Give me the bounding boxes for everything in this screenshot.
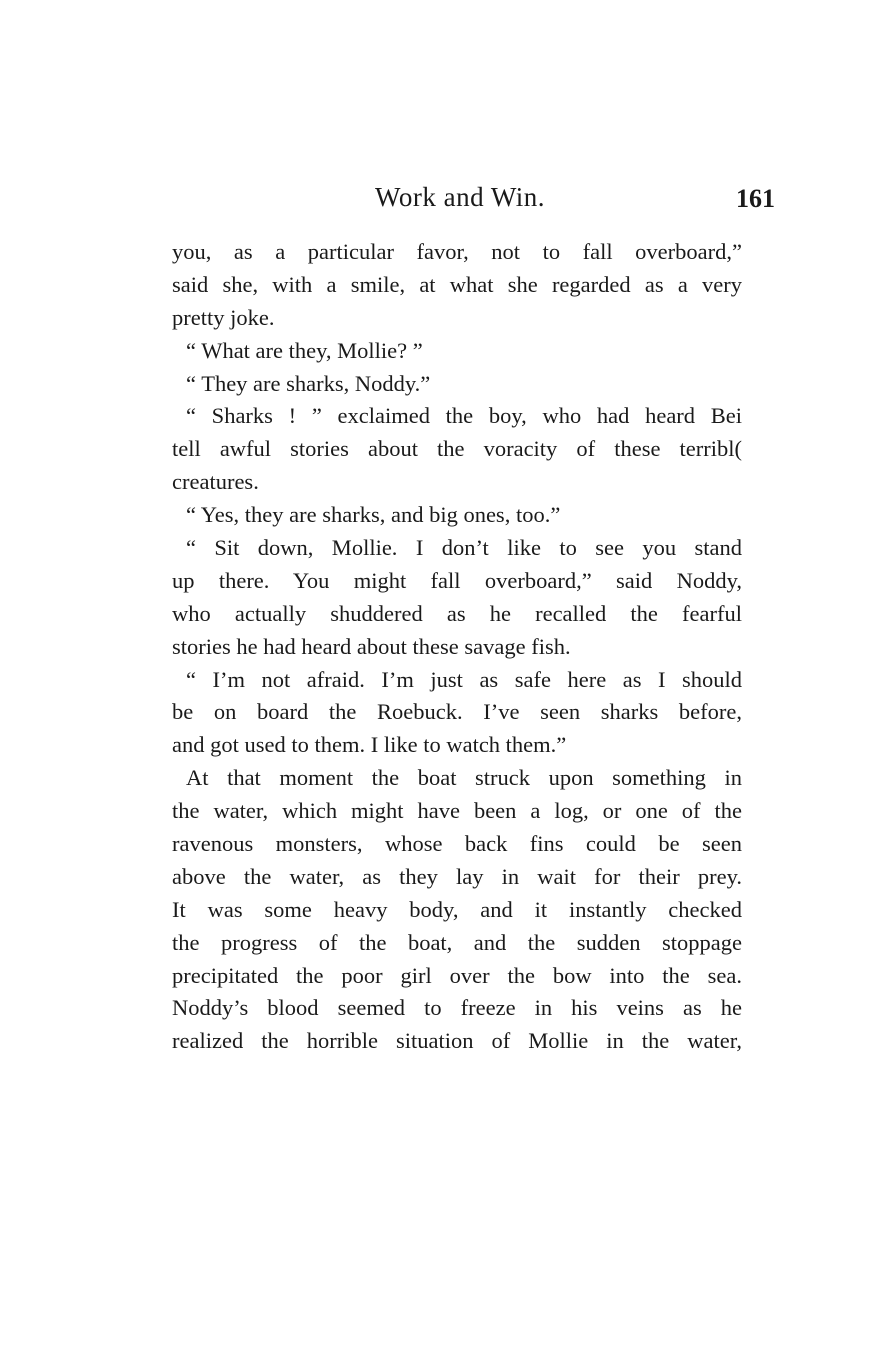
text-line: be on board the Roebuck. I’ve seen sharks before, <box>172 699 742 725</box>
text-line: realized the horrible situation of Mollie in the water, <box>172 1028 742 1054</box>
text-line: stories he had heard about these savage fish. <box>172 633 571 659</box>
text-line: the progress of the boat, and the sudden stoppage <box>172 929 742 955</box>
text-line: creatures. <box>172 469 259 495</box>
text-line: “ Yes, they are sharks, and big ones, too.” <box>186 502 561 528</box>
text-line: the water, which might have been a log, or one of the <box>172 798 742 824</box>
page-number: 161 <box>736 184 775 213</box>
text-line: you, as a particular favor, not to fall overboard,” <box>172 239 742 264</box>
text-line: At that moment the boat struck upon something in <box>186 765 742 791</box>
body-text <box>172 236 742 1058</box>
text-line: “ Sharks ! ” exclaimed the boy, who had heard Bei <box>186 403 742 429</box>
running-title: Work and Win. <box>375 182 545 212</box>
text-line: “ I’m not afraid. I’m just as safe here as I should <box>186 666 742 692</box>
text-line: It was some heavy body, and it instantly checked <box>172 896 742 922</box>
text-line: ravenous monsters, whose back fins could be seen <box>172 831 742 857</box>
text-line: who actually shuddered as he recalled the fearful <box>172 600 742 626</box>
text-line: “ Sit down, Mollie. I don’t like to see you stand <box>186 535 742 561</box>
text-line: above the water, as they lay in wait for their prey. <box>172 863 742 889</box>
text-line: up there. You might fall overboard,” said Noddy, <box>172 567 742 593</box>
text-line: pretty joke. <box>172 304 275 330</box>
text-line: precipitated the poor girl over the bow into the sea. <box>172 962 742 988</box>
text-line: Noddy’s blood seemed to freeze in his veins as he <box>172 995 742 1021</box>
text-line: said she, with a smile, at what she regarded as a very <box>172 271 742 297</box>
text-line: and got used to them. I like to watch them.” <box>172 732 567 758</box>
text-line: “ What are they, Mollie? ” <box>186 337 423 363</box>
text-line: “ They are sharks, Noddy.” <box>186 370 431 396</box>
text-line: tell awful stories about the voracity of these terribl( <box>172 436 742 462</box>
